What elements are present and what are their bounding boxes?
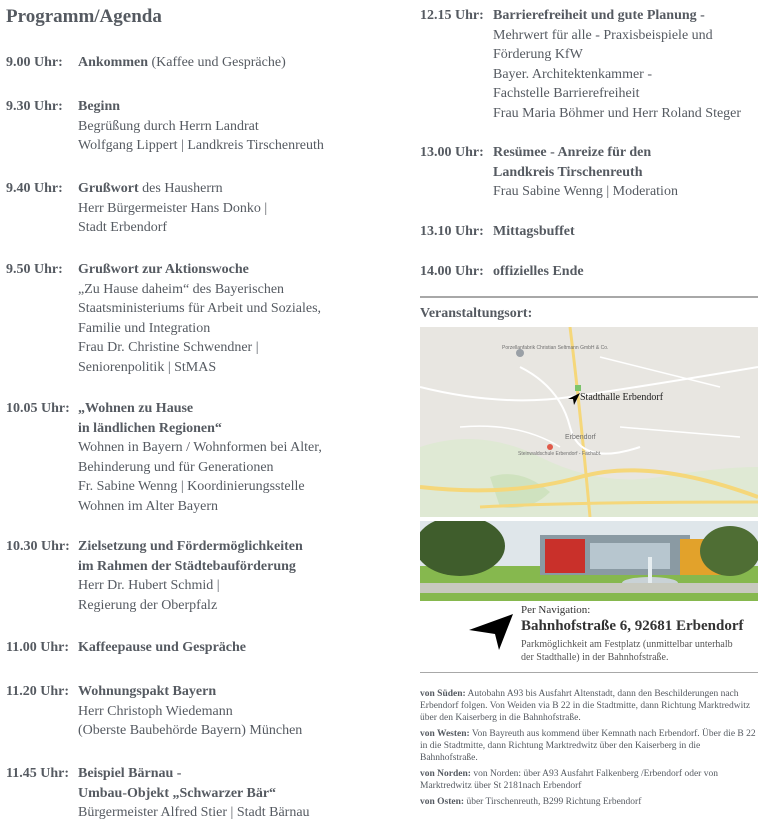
venue-photo: [420, 521, 758, 601]
agenda-heading: Beispiel Bärnau -: [78, 766, 182, 781]
agenda-time: 13.00 Uhr:: [420, 145, 484, 160]
agenda-heading: offizielles Ende: [493, 264, 584, 279]
agenda-time: 10.05 Uhr:: [6, 401, 70, 416]
navigation-arrow-icon: [467, 612, 515, 652]
agenda-detail: Staatsministeriums für Arbeit und Soziales,: [78, 301, 322, 316]
agenda-left-column: [6, 0, 406, 820]
agenda-heading: Kaffeepause und Gespräche: [78, 640, 246, 655]
agenda-detail: Herr Dr. Hubert Schmid |: [78, 578, 220, 593]
direction-heading: von Osten:: [420, 797, 465, 807]
agenda-detail: Frau Maria Böhmer und Herr Roland Steger: [493, 105, 742, 121]
agenda-time: 14.00 Uhr:: [420, 264, 484, 279]
nav-note-line: Parkmöglichkeit am Festplatz (unmittelbar unterhalb: [521, 639, 733, 650]
agenda-heading: Barrierefreiheit und gute Planung -: [493, 8, 705, 23]
agenda-detail: Wohnen in Bayern / Wohnformen bei Alter,: [78, 440, 322, 455]
agenda-heading-rest: des Hausherrn: [138, 181, 223, 196]
direction-south: [420, 688, 760, 724]
agenda-heading: Landkreis Tirschenreuth: [493, 164, 643, 180]
nav-note: [521, 638, 733, 664]
agenda-heading: Zielsetzung und Fördermöglichkeiten: [78, 539, 303, 554]
direction-text: von Norden: über A93 Ausfahrt Falkenberg /Erbendorf oder von Marktredwitz über St 2181nach Erbendorf: [420, 769, 718, 791]
nav-note-line: der Stadthalle) in der Bahnhofstraße.: [521, 652, 669, 663]
directions-block: [420, 688, 760, 812]
page-title: Programm/Agenda: [6, 6, 162, 27]
direction-north: [420, 768, 760, 792]
map-graphic: [420, 327, 758, 517]
agenda-detail: Fachstelle Barrierefreiheit: [493, 86, 640, 101]
agenda-detail: Mehrwert für alle - Praxisbeispiele und: [493, 27, 713, 43]
agenda-detail: Förderung KfW: [493, 47, 583, 62]
direction-heading: von Süden:: [420, 689, 466, 699]
agenda-detail: Stadt Erbendorf: [78, 220, 168, 235]
agenda-time: 9.50 Uhr:: [6, 262, 63, 277]
agenda-time: 13.10 Uhr:: [420, 224, 484, 239]
agenda-time: 11.00 Uhr:: [6, 640, 69, 655]
agenda-heading: Beginn: [78, 99, 121, 114]
direction-west: [420, 728, 760, 764]
direction-text: Von Bayreuth aus kommend über Kemnath nach Erbendorf. Über die B 22 in die Stadtmitte, dann Richtung Marktredwitz über den Kaiserberg in die Bahnhofstraße.: [420, 729, 756, 763]
direction-east: [420, 796, 760, 808]
direction-text: Autobahn A93 bis Ausfahrt Altenstadt, dann den Beschilderungen nach Erbendorf folgen. Von Weiden via B 22 in die Stadtmitte, dann Richtung Marktredwitz über den Kaiserberg in die Bahnhofstraße.: [420, 689, 751, 723]
agenda-heading: Grußwort: [78, 181, 139, 196]
agenda-time: 11.45 Uhr:: [6, 766, 69, 781]
divider: [420, 672, 758, 673]
agenda-detail: „Zu Hause daheim“ des Bayerischen: [78, 281, 285, 297]
agenda-heading: Wohnungspakt Bayern: [78, 684, 217, 699]
agenda-heading: Grußwort zur Aktionswoche: [78, 262, 249, 277]
agenda-heading: im Rahmen der Städtebauförderung: [78, 558, 296, 574]
navigation-info: [420, 604, 765, 670]
venue-photo-graphic: [420, 521, 758, 601]
nav-address: Bahnhofstraße 6, 92681 Erbendorf: [521, 618, 744, 634]
location-map[interactable]: [420, 327, 758, 517]
agenda-detail: Regierung der Oberpfalz: [78, 597, 218, 613]
venue-heading: Veranstaltungsort:: [420, 306, 533, 321]
nav-label: Per Navigation:: [521, 604, 591, 616]
direction-heading: von Westen:: [420, 729, 470, 739]
agenda-detail: Herr Bürgermeister Hans Donko |: [78, 200, 268, 216]
agenda-detail: Frau Sabine Wenng | Moderation: [493, 184, 678, 199]
agenda-time: 12.15 Uhr:: [420, 8, 484, 23]
agenda-time: 11.20 Uhr:: [6, 684, 69, 699]
direction-heading: von Norden:: [420, 769, 471, 779]
agenda-detail: Herr Christoph Wiedemann: [78, 703, 233, 719]
agenda-heading: in ländlichen Regionen“: [78, 420, 222, 436]
map-label-poi1: Porzellanfabrik Christian Seltmann GmbH & Co.: [502, 345, 609, 351]
agenda-detail: Wohnen im Alter Bayern: [78, 498, 219, 514]
agenda-detail: Familie und Integration: [78, 320, 211, 336]
agenda-time: 9.30 Uhr:: [6, 99, 63, 114]
agenda-heading-rest: (Kaffee und Gespräche): [148, 55, 286, 70]
agenda-time: 9.00 Uhr:: [6, 55, 63, 70]
agenda-heading: Umbau-Objekt „Schwarzer Bär“: [78, 785, 277, 801]
agenda-time: 9.40 Uhr:: [6, 181, 63, 196]
agenda-detail: Frau Dr. Christine Schwendner |: [78, 340, 259, 355]
agenda-heading: Resümee - Anreize für den: [493, 145, 652, 160]
map-label-poi2: Steinwaldschule Erbendorf - Fachabt.: [518, 451, 602, 457]
agenda-heading: „Wohnen zu Hause: [78, 401, 194, 416]
agenda-time: 10.30 Uhr:: [6, 539, 70, 554]
agenda-detail: Bayer. Architektenkammer -: [493, 66, 652, 82]
agenda-detail: Fr. Sabine Wenng | Koordinierungsstelle: [78, 479, 305, 494]
divider: [420, 296, 758, 298]
agenda-heading: Mittagsbuffet: [493, 224, 575, 239]
map-label-stadthalle: Stadthalle Erbendorf: [580, 392, 664, 403]
map-label-place: Erbendorf: [565, 434, 596, 441]
agenda-detail: Behinderung und für Generationen: [78, 459, 274, 475]
agenda-detail: Wolfgang Lippert | Landkreis Tirschenreuth: [78, 138, 324, 153]
agenda-heading: Ankommen: [78, 55, 149, 70]
agenda-detail: Seniorenpolitik | StMAS: [78, 359, 217, 375]
agenda-detail: Bürgermeister Alfred Stier | Stadt Bärnau: [78, 805, 310, 820]
agenda-detail: (Oberste Baubehörde Bayern) München: [78, 723, 303, 738]
direction-text: über Tirschenreuth, B299 Richtung Erbendorf: [464, 797, 642, 807]
agenda-detail: Begrüßung durch Herrn Landrat: [78, 118, 259, 134]
